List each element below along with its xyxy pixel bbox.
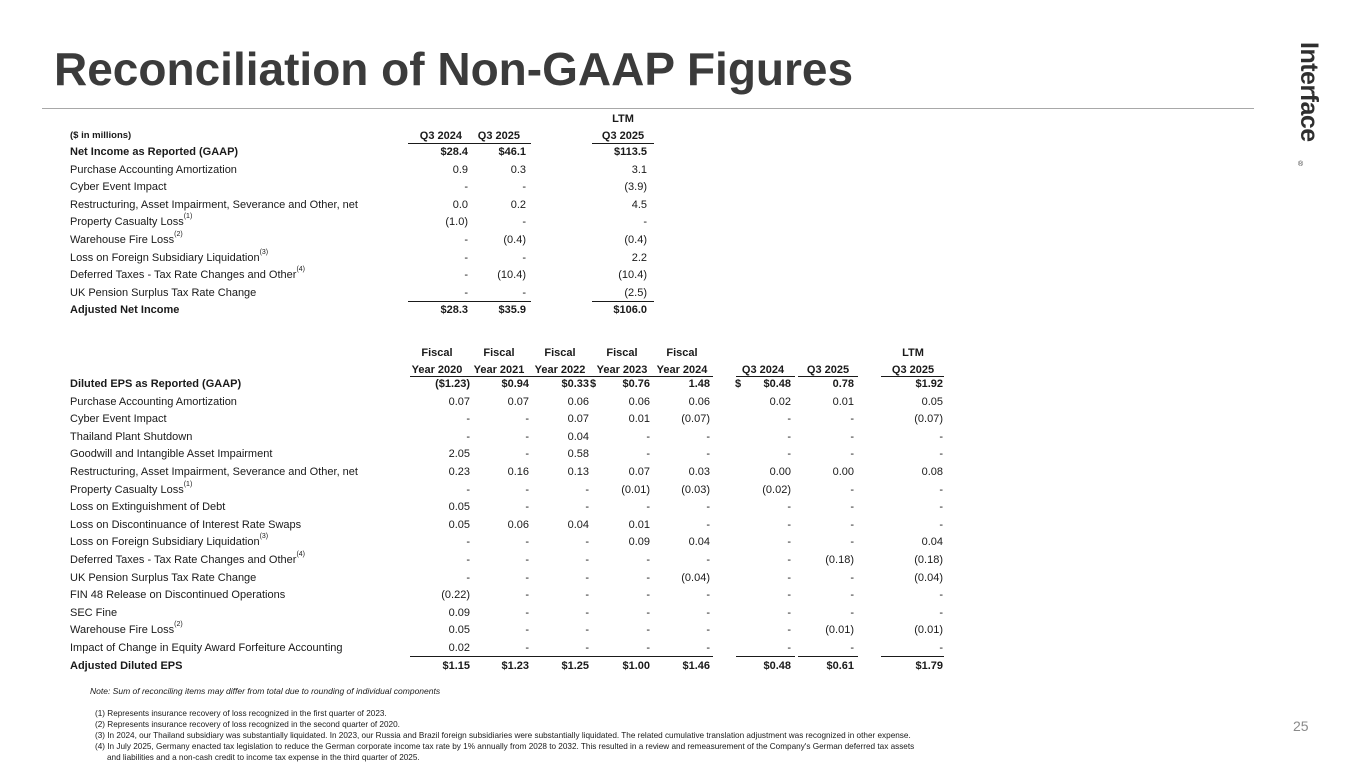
- page-number: 25: [1293, 718, 1309, 734]
- table-cell: 0.09: [448, 606, 470, 619]
- table-cell: -: [585, 624, 589, 637]
- table-cell: $1.46: [682, 659, 710, 672]
- row-label: Warehouse Fire Loss$^{(2)}$: [70, 230, 183, 246]
- table-cell: $106.0: [613, 304, 647, 317]
- table-cell: 0.3: [510, 163, 526, 176]
- table-cell: -: [643, 216, 647, 229]
- row-label: Thailand Plant Shutdown: [70, 430, 193, 443]
- table-cell: -: [850, 571, 854, 584]
- table-cell: -: [522, 286, 526, 299]
- table-cell: -: [525, 589, 529, 602]
- table-cell: $1.00: [622, 659, 650, 672]
- table-cell: $1.79: [915, 659, 943, 672]
- table-cell: 0.05: [921, 395, 943, 408]
- table-cell: -: [939, 430, 943, 443]
- table-cell: (0.07): [914, 413, 943, 426]
- table-cell: -: [787, 606, 791, 619]
- table-cell: 0.07: [507, 395, 529, 408]
- table-cell: -: [646, 553, 650, 566]
- col-header-bottom: Year 2023: [596, 364, 648, 376]
- table-cell: -: [646, 624, 650, 637]
- table-cell: 0.02: [769, 395, 791, 408]
- table-cell: $0.61: [826, 659, 854, 672]
- col-header-bottom: Year 2021: [473, 364, 525, 376]
- table-cell: -: [464, 269, 468, 282]
- table-cell: (0.01): [621, 483, 650, 496]
- col-header-ltm: LTM: [612, 113, 634, 125]
- table-cell: (3.9): [624, 181, 647, 194]
- footnotes: [95, 708, 914, 763]
- row-label: Loss on Extinguishment of Debt: [70, 501, 226, 514]
- table-cell: 0.04: [567, 430, 589, 443]
- table-cell: (10.4): [497, 269, 526, 282]
- title-divider: [42, 108, 1254, 109]
- table-cell: -: [646, 571, 650, 584]
- row-label: Cyber Event Impact: [70, 413, 167, 426]
- row-label: FIN 48 Release on Discontinued Operations: [70, 589, 286, 602]
- table-cell: -: [706, 606, 710, 619]
- table-cell: $28.3: [440, 304, 468, 317]
- table-cell: -: [466, 483, 470, 496]
- col-header-top: Fiscal: [606, 347, 638, 359]
- col-header-bottom: Q3 2024: [741, 364, 785, 376]
- row-label: UK Pension Surplus Tax Rate Change: [70, 286, 257, 299]
- table-cell: -: [525, 553, 529, 566]
- table-cell: (0.4): [503, 233, 526, 246]
- table-cell: 0.05: [448, 501, 470, 514]
- table-cell: -: [850, 606, 854, 619]
- col-header-top: Fiscal: [544, 347, 576, 359]
- table-cell: -: [939, 483, 943, 496]
- row-label: UK Pension Surplus Tax Rate Change: [70, 571, 257, 584]
- col-header-ltm-q3-2025: Q3 2025: [601, 130, 645, 142]
- table-cell: -: [787, 624, 791, 637]
- col-header-top: LTM: [902, 347, 924, 359]
- table-cell: 0.06: [567, 395, 589, 408]
- row-label: Loss on Foreign Subsidiary Liquidation$^{(3)}$: [70, 533, 269, 549]
- table-cell: 0.03: [688, 465, 710, 478]
- table-cell: 2.2: [631, 251, 647, 264]
- table-cell: 0.23: [448, 465, 470, 478]
- table-cell: -: [706, 589, 710, 602]
- table-cell: (0.07): [681, 413, 710, 426]
- table-cell: 0.09: [628, 536, 650, 549]
- table-cell: $0.76: [622, 378, 650, 390]
- table-cell: -: [850, 448, 854, 461]
- table-cell: (0.02): [762, 483, 791, 496]
- table-cell: (0.01): [825, 624, 854, 637]
- row-label: Warehouse Fire Loss$^{(2)}$: [70, 621, 183, 637]
- footnote: (3) In 2024, our Thailand subsidiary was substantially liquidated. In 2023, our Russia and Brazil foreign subsidiaries were substantially liquidated. The related cumulative translation adjustment was recognized in other expense.: [95, 731, 911, 740]
- table-cell: -: [585, 553, 589, 566]
- table-cell: -: [525, 536, 529, 549]
- table-cell: -: [585, 571, 589, 584]
- table-cell: 0.9: [452, 163, 468, 176]
- table-cell: -: [706, 624, 710, 637]
- row-label: Deferred Taxes - Tax Rate Changes and Other$^{(4)}$: [70, 550, 306, 566]
- dollar-sign: $: [735, 378, 742, 390]
- table-cell: 0.04: [567, 518, 589, 531]
- table-cell: 0.01: [832, 395, 854, 408]
- table-cell: (0.18): [914, 553, 943, 566]
- table-cell: 0.0: [452, 198, 468, 211]
- col-header-bottom: Year 2022: [534, 364, 586, 376]
- rounding-note: Note: Sum of reconciling items may differ from total due to rounding of individual components: [90, 686, 441, 696]
- table-cell: $28.4: [440, 146, 468, 158]
- table-cell: -: [646, 448, 650, 461]
- table-cell: -: [466, 571, 470, 584]
- table-cell: -: [939, 501, 943, 514]
- footnote: (2) Represents insurance recovery of loss recognized in the second quarter of 2020.: [95, 720, 400, 729]
- table-cell: -: [787, 571, 791, 584]
- row-label: Loss on Foreign Subsidiary Liquidation$^{(3)}$: [70, 248, 269, 264]
- table-cell: (1.0): [445, 216, 468, 229]
- table-cell: 4.5: [631, 198, 647, 211]
- table-cell: 0.13: [567, 465, 589, 478]
- table-cell: $0.48: [763, 378, 791, 390]
- table-cell: 0.04: [688, 536, 710, 549]
- table-cell: -: [706, 501, 710, 514]
- table-cell: -: [585, 483, 589, 496]
- table-cell: -: [522, 216, 526, 229]
- table-cell: 0.07: [567, 413, 589, 426]
- table-cell: -: [646, 589, 650, 602]
- row-label: Property Casualty Loss$^{(1)}$: [70, 213, 193, 229]
- footnote: (4) In July 2025, Germany enacted tax legislation to reduce the German corporate income tax rate by 1% annually from 2028 to 2032. This resulted in a review and remeasurement of the Company's German deferred tax assets: [95, 742, 915, 751]
- table-cell: 1.48: [688, 378, 710, 390]
- table-cell: -: [706, 641, 710, 654]
- table-cell: -: [787, 430, 791, 443]
- table-cell: -: [464, 251, 468, 264]
- table-cell: -: [787, 589, 791, 602]
- table-cell: -: [646, 641, 650, 654]
- col-header-q3-2024: Q3 2024: [419, 130, 462, 142]
- row-label: Cyber Event Impact: [70, 181, 167, 194]
- table-cell: 0.07: [448, 395, 470, 408]
- row-label: Purchase Accounting Amortization: [70, 163, 237, 176]
- table-cell: -: [939, 606, 943, 619]
- table-cell: (0.01): [914, 624, 943, 637]
- table-cell: -: [464, 181, 468, 194]
- table-cell: -: [525, 501, 529, 514]
- table-cell: -: [585, 606, 589, 619]
- table-cell: -: [939, 641, 943, 654]
- row-label: Net Income as Reported (GAAP): [70, 146, 239, 158]
- table-cell: -: [585, 641, 589, 654]
- footnote: (1) Represents insurance recovery of loss recognized in the first quarter of 2023.: [95, 709, 387, 718]
- table-cell: 3.1: [631, 163, 647, 176]
- table-cell: -: [525, 430, 529, 443]
- row-label: Adjusted Net Income: [70, 304, 180, 317]
- table-cell: -: [706, 448, 710, 461]
- table-cell: 0.78: [832, 378, 854, 390]
- table-cell: 0.16: [507, 465, 529, 478]
- table-cell: 0.08: [921, 465, 943, 478]
- table-cell: (2.5): [624, 286, 647, 299]
- row-label: SEC Fine: [70, 606, 118, 619]
- col-header-bottom: Year 2020: [411, 364, 463, 376]
- registered-mark: ®: [1298, 161, 1304, 168]
- units-label: ($ in millions): [70, 130, 132, 141]
- table-cell: $35.9: [498, 304, 526, 317]
- table-cell: -: [787, 536, 791, 549]
- table-cell: 0.00: [769, 465, 791, 478]
- footnote: and liabilities and a non-cash credit to income tax expense in the third quarter of 2025.: [107, 753, 420, 762]
- col-header-bottom: Q3 2025: [806, 364, 850, 376]
- table-cell: -: [646, 606, 650, 619]
- table-cell: -: [850, 536, 854, 549]
- table-cell: -: [525, 641, 529, 654]
- row-label: Deferred Taxes - Tax Rate Changes and Other$^{(4)}$: [70, 266, 306, 282]
- table-cell: -: [939, 518, 943, 531]
- table-cell: -: [646, 430, 650, 443]
- table-cell: -: [585, 536, 589, 549]
- table-cell: (0.04): [914, 571, 943, 584]
- table-cell: 0.2: [510, 198, 526, 211]
- table-cell: -: [706, 430, 710, 443]
- table-cell: -: [525, 483, 529, 496]
- table-cell: -: [706, 553, 710, 566]
- row-label: Adjusted Diluted EPS: [70, 659, 183, 672]
- table-cell: $1.92: [915, 378, 943, 390]
- table-cell: 0.04: [921, 536, 943, 549]
- table-cell: -: [525, 606, 529, 619]
- table-cell: 0.58: [567, 448, 589, 461]
- table-cell: (10.4): [618, 269, 647, 282]
- table-cell: -: [466, 430, 470, 443]
- table-cell: -: [939, 589, 943, 602]
- row-label: Loss on Discontinuance of Interest Rate Swaps: [70, 518, 302, 531]
- row-label: Impact of Change in Equity Award Forfeiture Accounting: [70, 641, 343, 654]
- logo-wordmark: Interface: [1295, 42, 1323, 142]
- table-cell: $1.15: [442, 659, 470, 672]
- table-cell: 0.05: [448, 624, 470, 637]
- table-cell: -: [850, 501, 854, 514]
- col-header-top: Fiscal: [421, 347, 453, 359]
- interface-logo: [1290, 42, 1330, 167]
- table-cell: $1.23: [501, 659, 529, 672]
- table-cell: (0.03): [681, 483, 710, 496]
- table-cell: -: [525, 448, 529, 461]
- table-cell: 2.05: [448, 448, 470, 461]
- table-cell: 0.01: [628, 518, 650, 531]
- row-label: Restructuring, Asset Impairment, Severance and Other, net: [70, 198, 358, 211]
- table-cell: -: [585, 589, 589, 602]
- table-cell: (0.4): [624, 233, 647, 246]
- table-cell: -: [466, 413, 470, 426]
- table-cell: 0.02: [448, 641, 470, 654]
- table-cell: -: [939, 448, 943, 461]
- table-cell: -: [850, 413, 854, 426]
- table-cell: -: [466, 553, 470, 566]
- table-cell: -: [525, 624, 529, 637]
- table-cell: -: [850, 641, 854, 654]
- table-cell: -: [850, 518, 854, 531]
- table-cell: -: [525, 571, 529, 584]
- table-cell: -: [464, 233, 468, 246]
- table-cell: -: [787, 413, 791, 426]
- col-header-top: Fiscal: [666, 347, 698, 359]
- row-label: Diluted EPS as Reported (GAAP): [70, 378, 242, 390]
- table-cell: (0.04): [681, 571, 710, 584]
- row-label: Property Casualty Loss$^{(1)}$: [70, 480, 193, 496]
- col-header-bottom: Year 2024: [656, 364, 708, 376]
- table-cell: -: [646, 501, 650, 514]
- table-cell: -: [850, 589, 854, 602]
- table-cell: -: [522, 181, 526, 194]
- table-cell: $113.5: [613, 146, 647, 158]
- table-cell: $0.48: [763, 659, 791, 672]
- row-label: Restructuring, Asset Impairment, Severance and Other, net: [70, 465, 358, 478]
- table-cell: 0.06: [628, 395, 650, 408]
- row-label: Purchase Accounting Amortization: [70, 395, 237, 408]
- table-cell: $46.1: [498, 146, 526, 158]
- col-header-q3-2025: Q3 2025: [477, 130, 520, 142]
- table-cell: -: [787, 641, 791, 654]
- table-cell: 0.07: [628, 465, 650, 478]
- table-cell: (0.18): [825, 553, 854, 566]
- table-cell: 0.00: [832, 465, 854, 478]
- table-cell: -: [850, 430, 854, 443]
- table-cell: -: [464, 286, 468, 299]
- col-header-bottom: Q3 2025: [891, 364, 935, 376]
- table-cell: -: [850, 483, 854, 496]
- table-cell: -: [522, 251, 526, 264]
- table-cell: 0.06: [507, 518, 529, 531]
- page-title: Reconciliation of Non-GAAP Figures: [54, 43, 854, 95]
- col-header-top: Fiscal: [483, 347, 515, 359]
- table-cell: -: [787, 501, 791, 514]
- table-cell: $0.33: [561, 378, 589, 390]
- table-cell: $0.94: [501, 378, 529, 390]
- table-cell: 0.06: [688, 395, 710, 408]
- table-cell: -: [706, 518, 710, 531]
- dollar-sign: $: [590, 378, 597, 390]
- table-cell: -: [585, 501, 589, 514]
- table-cell: 0.05: [448, 518, 470, 531]
- table-cell: 0.01: [628, 413, 650, 426]
- table-cell: -: [466, 536, 470, 549]
- row-label: Goodwill and Intangible Asset Impairment: [70, 448, 273, 461]
- table-cell: -: [787, 553, 791, 566]
- table-cell: -: [787, 518, 791, 531]
- table-cell: $1.25: [561, 659, 589, 672]
- table-cell: (0.22): [441, 589, 470, 602]
- table-cell: -: [787, 448, 791, 461]
- table-cell: ($1.23): [435, 378, 470, 390]
- table-cell: -: [525, 413, 529, 426]
